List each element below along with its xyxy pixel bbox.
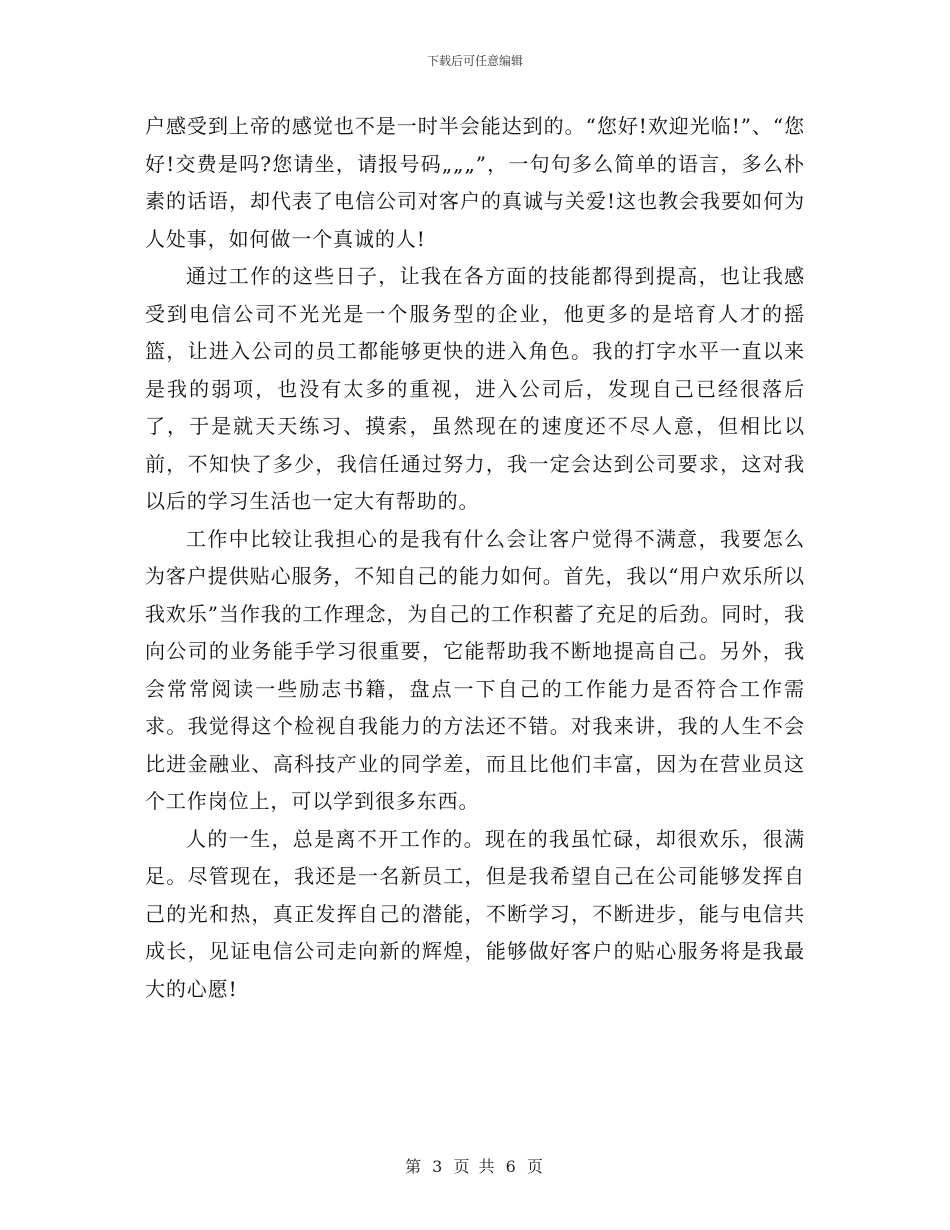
footer-middle: 页 共	[453, 1157, 497, 1176]
footer-prefix: 第	[405, 1157, 424, 1176]
page-header-note: 下载后可任意编辑	[426, 54, 523, 68]
page-number-footer	[0, 1154, 950, 1177]
paragraph-2: 通过工作的这些日子，让我在各方面的技能都得到提高，也让我感受到电信公司不光光是一个服务型的企业，他更多的是培育人才的摇篮，让进入公司的员工都能够更快的进入角色。我的打字水平一直以来是我的弱项，也没有太多的重视，进入公司后，发现自己已经很落后了，于是就天天练习、摸索，虽然现在的速度还不尽人意，但相比以前，不知快了多少，我信任通过努力，我一定会达到公司要求，这对我以后的学习生活也一定大有帮助的。	[145, 264, 805, 513]
paragraph-4: 人的一生，总是离不开工作的。现在的我虽忙碌，却很欢乐，很满足。尽管现在，我还是一名新员工，但是我希望自己在公司能够发挥自己的光和热，真正发挥自己的潜能，不断学习，不断进步，能与电信共成长，见证电信公司走向新的辉煌，能够做好客户的贴心服务将是我最大的心愿!	[145, 826, 805, 1001]
document-body	[145, 108, 805, 1008]
paragraph-1: 户感受到上帝的感觉也不是一时半会能达到的。“您好!欢迎光临!”、“您好!交费是吗?您请坐，请报号码„„„”，一句句多么简单的语言，多么朴素的话语，却代表了电信公司对客户的真诚与关爱!这也教会我要如何为人处事，如何做一个真诚的人!	[145, 114, 805, 251]
footer-suffix: 页	[526, 1157, 545, 1176]
current-page-number: 3	[432, 1157, 445, 1176]
total-page-count: 6	[505, 1157, 518, 1176]
paragraph-3: 工作中比较让我担心的是我有什么会让客户觉得不满意，我要怎么为客户提供贴心服务，不知自己的能力如何。首先，我以“用户欢乐所以我欢乐”当作我的工作理念，为自己的工作积蓄了充足的后劲。同时，我向公司的业务能手学习很重要，它能帮助我不断地提高自己。另外，我会常常阅读一些励志书籍，盘点一下自己的工作能力是否符合工作需求。我觉得这个检视自我能力的方法还不错。对我来讲，我的人生不会比进金融业、高科技产业的同学差，而且比他们丰富，因为在营业员这个工作岗位上，可以学到很多东西。	[145, 526, 805, 813]
